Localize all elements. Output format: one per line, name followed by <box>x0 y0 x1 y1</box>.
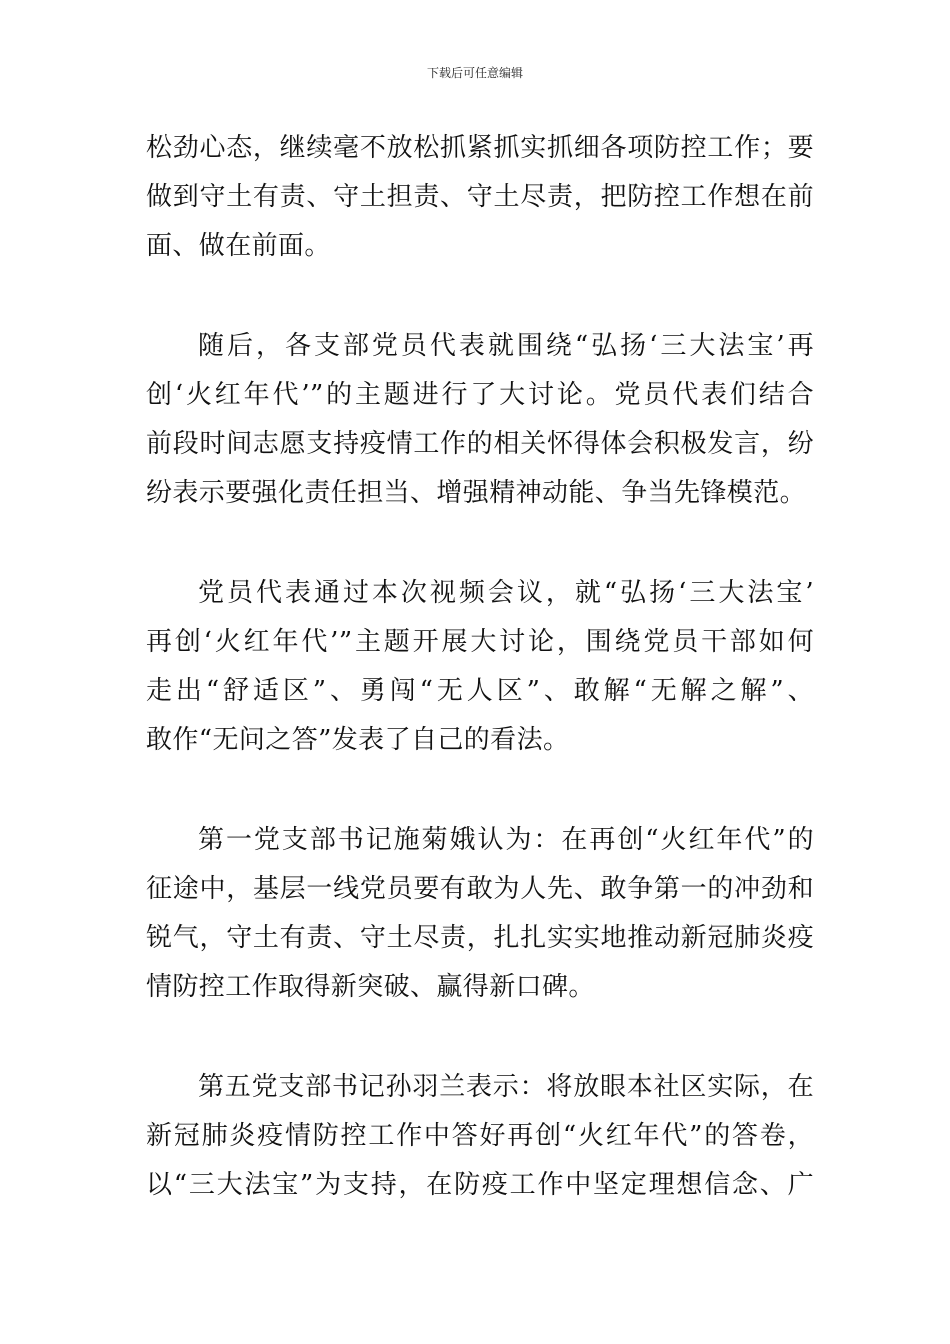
text-line: 创‘火红年代’”的主题进行了大讨论。党员代表们结合 <box>146 380 814 410</box>
text-line: 以“三大法宝”为支持，在防疫工作中坚定理想信念、广 <box>146 1170 814 1200</box>
text-line: 敢作“无问之答”发表了自己的看法。 <box>146 725 570 755</box>
text-line: 新冠肺炎疫情防控工作中答好再创“火红年代”的答卷， <box>146 1121 814 1151</box>
text-line: 锐气，守土有责、守土尽责，扎扎实实地推动新冠肺炎疫 <box>146 923 814 953</box>
paragraph <box>146 816 814 1012</box>
text-line: 第五党支部书记孙羽兰表示：将放眼本社区实际，在 <box>198 1072 814 1102</box>
text-line: 面、做在前面。 <box>146 231 331 261</box>
document-body <box>146 124 814 1210</box>
paragraph <box>146 124 814 271</box>
paragraph <box>146 569 814 765</box>
text-line: 征途中，基层一线党员要有敢为人先、敢争第一的冲劲和 <box>146 874 814 904</box>
page-header: 下载后可任意编辑 <box>426 66 523 80</box>
paragraph-gap <box>146 518 814 569</box>
text-line: 情防控工作取得新突破、赢得新口碑。 <box>146 972 595 1002</box>
text-line: 党员代表通过本次视频会议，就“弘扬‘三大法宝’ <box>198 578 814 608</box>
text-line: 走出“舒适区”、勇闯“无人区”、敢解“无解之解”、 <box>146 676 814 706</box>
paragraph <box>146 322 814 518</box>
text-line: 再创‘火红年代’”主题开展大讨论，围绕党员干部如何 <box>146 627 814 657</box>
paragraph <box>146 1063 814 1210</box>
text-line: 第一党支部书记施菊娥认为：在再创“火红年代”的 <box>198 825 814 855</box>
paragraph-gap <box>146 765 814 816</box>
text-line: 前段时间志愿支持疫情工作的相关怀得体会积极发言，纷 <box>146 429 814 459</box>
text-line: 松劲心态，继续毫不放松抓紧抓实抓细各项防控工作；要 <box>146 133 814 163</box>
text-line: 随后，各支部党员代表就围绕“弘扬‘三大法宝’再 <box>198 331 814 361</box>
paragraph-gap <box>146 271 814 322</box>
paragraph-gap <box>146 1012 814 1063</box>
text-line: 做到守土有责、守土担责、守土尽责，把防控工作想在前 <box>146 182 814 212</box>
text-line: 纷表示要强化责任担当、增强精神动能、争当先锋模范。 <box>146 478 807 508</box>
